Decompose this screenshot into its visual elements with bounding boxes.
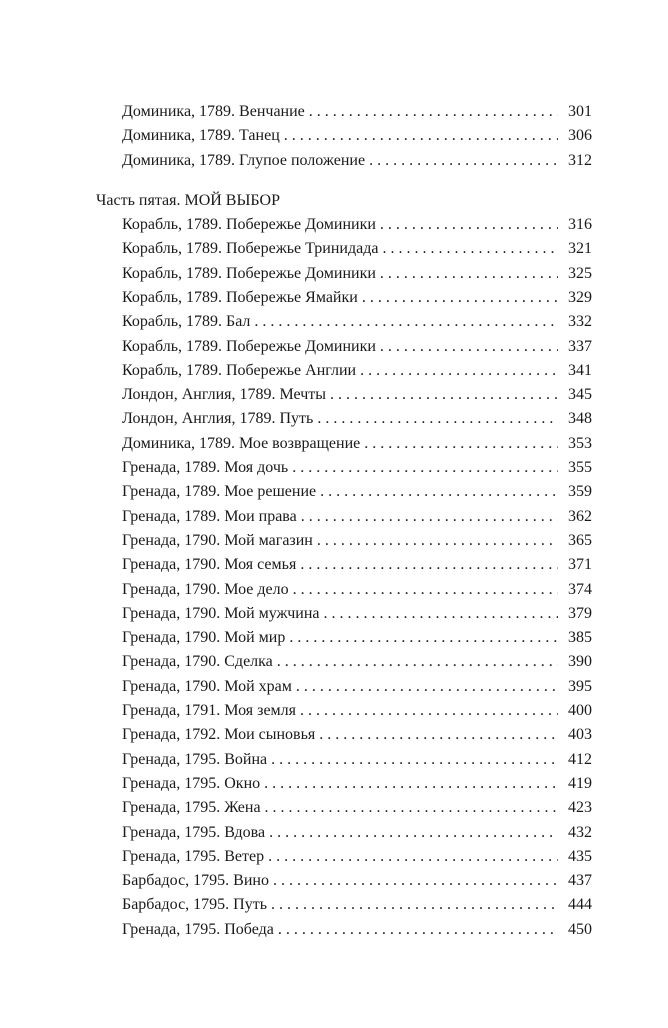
toc-entry-title: Доминика, 1789. Глупое положение xyxy=(122,151,366,169)
toc-entry xyxy=(122,457,592,479)
toc-dot-leader xyxy=(309,101,558,123)
toc-dot-leader xyxy=(289,627,558,649)
toc-entry-title: Барбадос, 1795. Путь xyxy=(122,896,268,914)
toc-dot-leader xyxy=(380,336,558,358)
toc-entry-title: Корабль, 1789. Побережье Англии xyxy=(122,361,357,379)
toc-entry-title: Гренада, 1795. Ветер xyxy=(122,847,265,865)
toc-entry-page-number: 423 xyxy=(568,799,592,817)
toc-dot-leader xyxy=(292,457,558,479)
toc-entry-page-number: 444 xyxy=(568,896,592,914)
toc-dot-leader xyxy=(382,238,558,260)
toc-dot-leader xyxy=(369,150,558,172)
toc-entry-page-number: 450 xyxy=(568,920,592,938)
toc-entry-title: Гренада, 1795. Вдова xyxy=(122,823,266,841)
toc-entry-title: Гренада, 1795. Война xyxy=(122,750,268,768)
toc-entry-title: Доминика, 1789. Венчание xyxy=(122,103,305,120)
toc-entry xyxy=(122,408,592,430)
toc-dot-leader xyxy=(296,676,558,698)
toc-dot-leader xyxy=(271,894,558,916)
toc-entry-title: Гренада, 1789. Мое решение xyxy=(122,483,317,501)
toc-entry-page-number: 362 xyxy=(568,507,592,525)
toc-entry-page-number: 432 xyxy=(568,823,592,841)
toc-dot-leader xyxy=(300,700,558,722)
toc-entry-page-number: 332 xyxy=(568,313,592,331)
toc-entry-title: Гренада, 1790. Мой мужчина xyxy=(122,604,320,622)
toc-dot-leader xyxy=(271,749,558,771)
toc-dot-leader xyxy=(330,384,558,406)
toc-entry-title: Лондон, Англия, 1789. Мечты xyxy=(122,386,326,404)
toc-dot-leader xyxy=(277,651,558,673)
toc-entry-page-number: 419 xyxy=(568,774,592,792)
toc-dot-leader xyxy=(323,603,558,625)
toc-entry-page-number: 321 xyxy=(568,240,592,258)
toc-dot-leader xyxy=(320,481,558,503)
toc-dot-leader xyxy=(278,919,558,941)
toc-entry-page-number: 359 xyxy=(568,483,592,501)
part-name: МОЙ ВЫБОР xyxy=(184,192,280,209)
toc-dot-leader xyxy=(317,408,558,430)
toc-dot-leader xyxy=(300,554,558,576)
toc-entry-title: Гренада, 1790. Мой мир xyxy=(122,629,286,647)
toc-dot-leader xyxy=(364,433,558,455)
toc-dot-leader xyxy=(268,846,558,868)
toc-entry xyxy=(122,360,592,382)
toc-entry xyxy=(122,919,592,941)
toc-dot-leader xyxy=(293,579,558,601)
toc-entry xyxy=(122,870,592,892)
toc-entry xyxy=(122,797,592,819)
toc-entry-title: Корабль, 1789. Побережье Тринидада xyxy=(122,240,379,258)
toc-dot-leader xyxy=(380,214,558,236)
toc-entry-title: Гренада, 1789. Мои права xyxy=(122,507,297,525)
toc-entry-page-number: 403 xyxy=(568,726,592,744)
toc-entry xyxy=(122,724,592,746)
toc-entry-title: Лондон, Англия, 1789. Путь xyxy=(122,410,314,428)
toc-entry xyxy=(122,336,592,358)
toc-entry-page-number: 316 xyxy=(568,216,592,233)
toc-entry-page-number: 353 xyxy=(568,434,592,452)
toc-dot-leader xyxy=(264,773,558,795)
toc-dot-leader xyxy=(265,797,558,819)
toc-entry-page-number: 355 xyxy=(568,459,592,476)
toc-entry xyxy=(122,101,592,123)
toc-entry-title: Гренада, 1790. Сделка xyxy=(122,653,273,671)
toc-entry xyxy=(122,579,592,601)
part-label: Часть пятая. xyxy=(96,192,181,209)
toc-entry xyxy=(122,506,592,528)
toc-dot-leader xyxy=(319,724,558,746)
toc-entry-page-number: 412 xyxy=(568,750,592,768)
toc-entry xyxy=(122,125,592,147)
toc-entry xyxy=(122,263,592,285)
toc-entry-page-number: 385 xyxy=(568,629,592,647)
toc-entry xyxy=(122,311,592,333)
toc-entry-page-number: 371 xyxy=(568,556,592,574)
toc-entry xyxy=(122,749,592,771)
toc-entry-title: Барбадос, 1795. Вино xyxy=(122,872,269,890)
toc-dot-leader xyxy=(273,870,558,892)
toc-entry-page-number: 390 xyxy=(568,653,592,671)
toc-entry-page-number: 395 xyxy=(568,677,592,695)
toc-entry xyxy=(122,894,592,916)
toc-entry xyxy=(122,238,592,260)
toc-entry xyxy=(122,287,592,309)
toc-entry xyxy=(122,676,592,698)
toc-entry-page-number: 348 xyxy=(568,410,592,428)
toc-dot-leader xyxy=(269,822,558,844)
toc-entry-page-number: 435 xyxy=(568,847,592,865)
toc-entry-title: Корабль, 1789. Побережье Доминики xyxy=(122,216,376,233)
toc-dot-leader xyxy=(317,530,558,552)
toc-entry-title: Гренада, 1790. Моя семья xyxy=(122,556,297,574)
toc-entry-page-number: 325 xyxy=(568,264,592,282)
toc-entry-title: Гренада, 1790. Мой храм xyxy=(122,677,292,695)
toc-entry-page-number: 301 xyxy=(568,103,592,120)
toc-entry xyxy=(122,651,592,673)
toc-entry-page-number: 365 xyxy=(568,531,592,549)
toc-entry xyxy=(122,481,592,503)
toc-entry xyxy=(122,150,592,172)
toc-entry-title: Гренада, 1791. Моя земля xyxy=(122,702,297,719)
toc-entry-title: Гренада, 1792. Мои сыновья xyxy=(122,726,316,744)
toc-entry-page-number: 341 xyxy=(568,361,592,379)
toc-entry-title: Корабль, 1789. Бал xyxy=(122,313,251,331)
toc-entry xyxy=(122,384,592,406)
toc-entry xyxy=(122,554,592,576)
toc-entry xyxy=(122,433,592,455)
toc-entry-title: Гренада, 1789. Моя дочь xyxy=(122,459,289,476)
toc-entry-title: Гренада, 1790. Мой магазин xyxy=(122,531,313,549)
toc-entry-title: Гренада, 1795. Жена xyxy=(122,799,261,817)
toc-entry-page-number: 437 xyxy=(568,872,592,890)
toc-entry xyxy=(122,530,592,552)
toc-entry-title: Доминика, 1789. Мое возвращение xyxy=(122,434,361,452)
toc-entry xyxy=(122,773,592,795)
toc-dot-leader xyxy=(284,125,558,147)
toc-entry-title: Корабль, 1789. Побережье Доминики xyxy=(122,264,376,282)
toc-entry-page-number: 306 xyxy=(568,127,592,145)
toc-entry-page-number: 400 xyxy=(568,702,592,719)
toc-dot-leader xyxy=(254,311,558,333)
toc-entry-page-number: 337 xyxy=(568,337,592,355)
toc-dot-leader xyxy=(301,506,558,528)
toc-entry-title: Доминика, 1789. Танец xyxy=(122,127,280,145)
toc-entry-page-number: 345 xyxy=(568,386,592,404)
part-heading xyxy=(96,190,280,212)
toc-entry-title: Корабль, 1789. Побережье Ямайки xyxy=(122,288,358,306)
toc-entry-title: Корабль, 1789. Побережье Доминики xyxy=(122,337,376,355)
toc-dot-leader xyxy=(360,360,558,382)
toc-entry-page-number: 312 xyxy=(568,151,592,169)
toc-entry-page-number: 374 xyxy=(568,580,592,598)
toc-entry-page-number: 329 xyxy=(568,288,592,306)
toc-entry-title: Гренада, 1790. Мое дело xyxy=(122,580,289,598)
toc-entry-title: Гренада, 1795. Победа xyxy=(122,920,274,938)
toc-entry xyxy=(122,700,592,722)
toc-entry xyxy=(122,822,592,844)
toc-entry-page-number: 379 xyxy=(568,604,592,622)
toc-entry xyxy=(122,603,592,625)
toc-dot-leader xyxy=(362,287,558,309)
toc-entry xyxy=(122,846,592,868)
toc-entry xyxy=(122,214,592,236)
toc-entry-title: Гренада, 1795. Окно xyxy=(122,774,261,792)
toc-dot-leader xyxy=(380,263,558,285)
toc-entry xyxy=(122,627,592,649)
